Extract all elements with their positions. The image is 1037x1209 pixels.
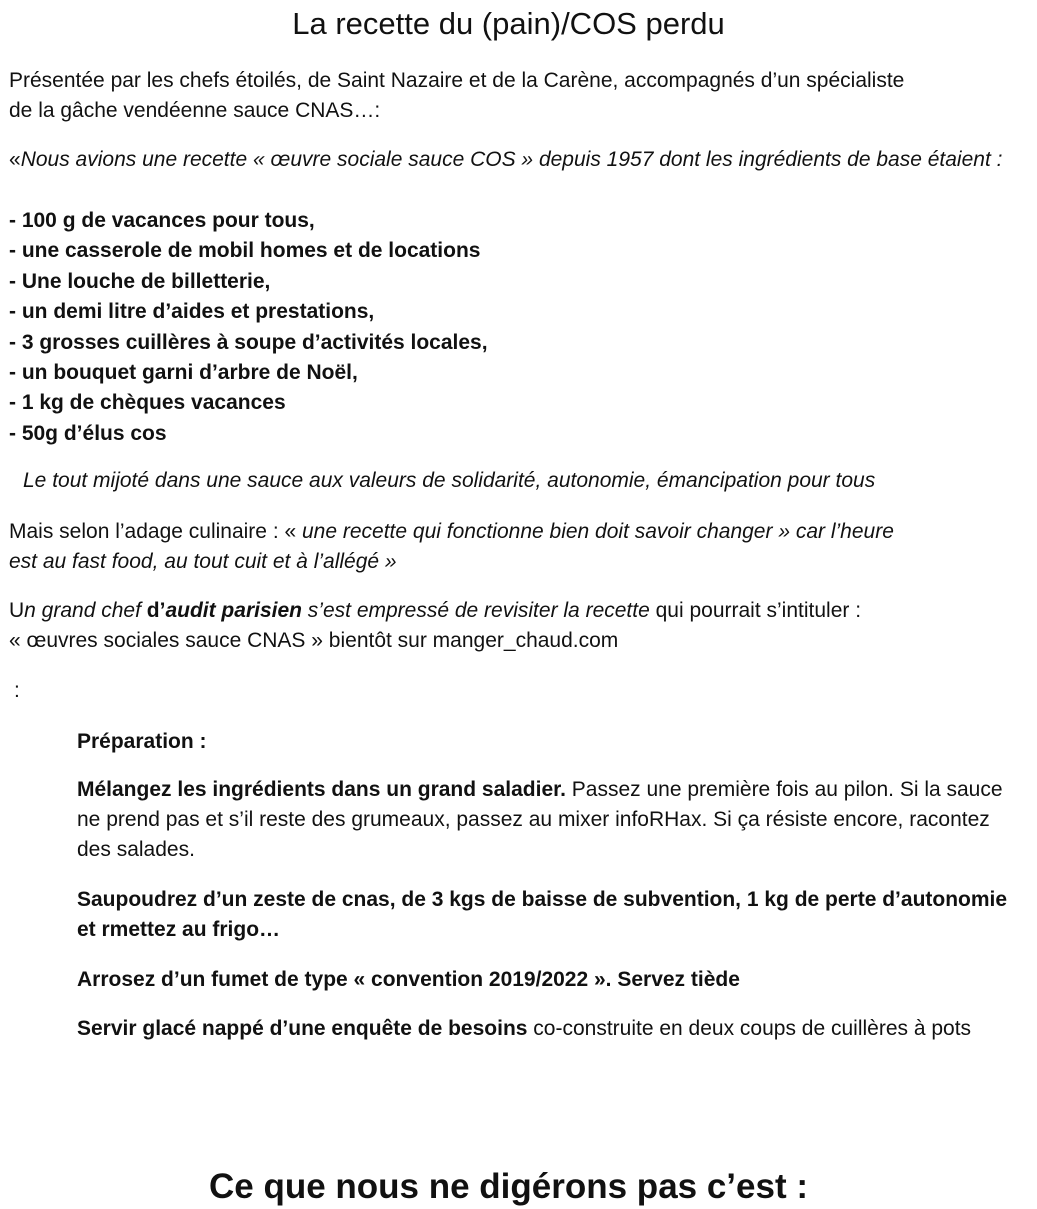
- adage-quote-line-2: est au fast food, au tout cuit et à l’allégé »: [9, 550, 397, 573]
- preparation-step-2: Saupoudrez d’un zeste de cnas, de 3 kgs de baisse de subvention, 1 kg de perte d’autonomie et rmettez au frigo…: [77, 888, 1008, 941]
- adage-lead: Mais selon l’adage culinaire : «: [9, 520, 302, 543]
- preparation-title: Préparation :: [77, 730, 207, 753]
- adage-paragraph: [9, 517, 1019, 577]
- intro-line-2: de la gâche vendéenne sauce CNAS…:: [9, 99, 381, 122]
- ingredient-item: - 1 kg de chèques vacances: [9, 391, 286, 415]
- section-heading: Ce que nous ne digérons pas c’est :: [208, 1167, 809, 1206]
- mijote-paragraph: Le tout mijoté dans une sauce aux valeurs de solidarité, autonomie, émancipation pour tous: [23, 469, 876, 492]
- chef-line-2: « œuvres sociales sauce CNAS » bientôt sur manger_chaud.com: [9, 629, 619, 652]
- chef-bold-d: d’: [146, 599, 166, 622]
- ingredient-item: - 3 grosses cuillères à soupe d’activités locales,: [9, 330, 488, 354]
- ingredients-list: [9, 206, 1019, 449]
- ingredient-item: - un bouquet garni d’arbre de Noël,: [9, 360, 358, 384]
- chef-paragraph: [9, 596, 1019, 656]
- step4-bold: Servir glacé nappé d’une enquête de besoins: [77, 1017, 528, 1040]
- ingredient-item: - un demi litre d’aides et prestations,: [9, 300, 375, 324]
- step1-bold: Mélangez les ingrédients dans un grand saladier.: [77, 778, 566, 801]
- page-title: La recette du (pain)/COS perdu: [292, 6, 725, 41]
- quote-paragraph: [9, 145, 1019, 175]
- chef-text-1: n grand chef: [24, 599, 147, 622]
- preparation-step-1: [77, 775, 1012, 865]
- preparation-step-3: Arrosez d’un fumet de type « convention 2019/2022 ». Servez tiède: [77, 968, 740, 991]
- chef-text-3: qui pourrait s’intituler :: [649, 599, 862, 622]
- ingredient-item: - une casserole de mobil homes et de locations: [9, 239, 481, 263]
- ingredient-item: - Une louche de billetterie,: [9, 269, 271, 293]
- colon-line: :: [14, 679, 20, 702]
- chef-audit-parisien: audit parisien: [165, 599, 302, 622]
- intro-paragraph: [9, 66, 1019, 126]
- adage-quote-line-1: une recette qui fonctionne bien doit savoir changer » car l’heure: [302, 520, 894, 543]
- chef-initial: U: [9, 599, 25, 622]
- ingredient-item: - 50g d’élus cos: [9, 421, 167, 445]
- step4-text: co-construite en deux coups de cuillères à pots: [527, 1017, 972, 1040]
- chef-text-2: s’est empressé de revisiter la recette: [301, 599, 650, 622]
- quote-open-mark: «: [9, 148, 21, 171]
- intro-line-1: Présentée par les chefs étoilés, de Saint Nazaire et de la Carène, accompagnés d’un spécialiste: [9, 69, 905, 92]
- ingredient-item: - 100 g de vacances pour tous,: [9, 209, 315, 232]
- step1-text: Passez une première fois au pilon. Si la sauce ne prend pas et s’il reste des grumeaux, passez au mixer infoRHax. Si ça résiste encore, racontez des salades.: [77, 778, 1003, 861]
- quote-text: Nous avions une recette « œuvre sociale sauce COS » depuis 1957 dont les ingrédients de base étaient :: [20, 148, 1003, 171]
- preparation-step-4: [77, 1014, 1012, 1044]
